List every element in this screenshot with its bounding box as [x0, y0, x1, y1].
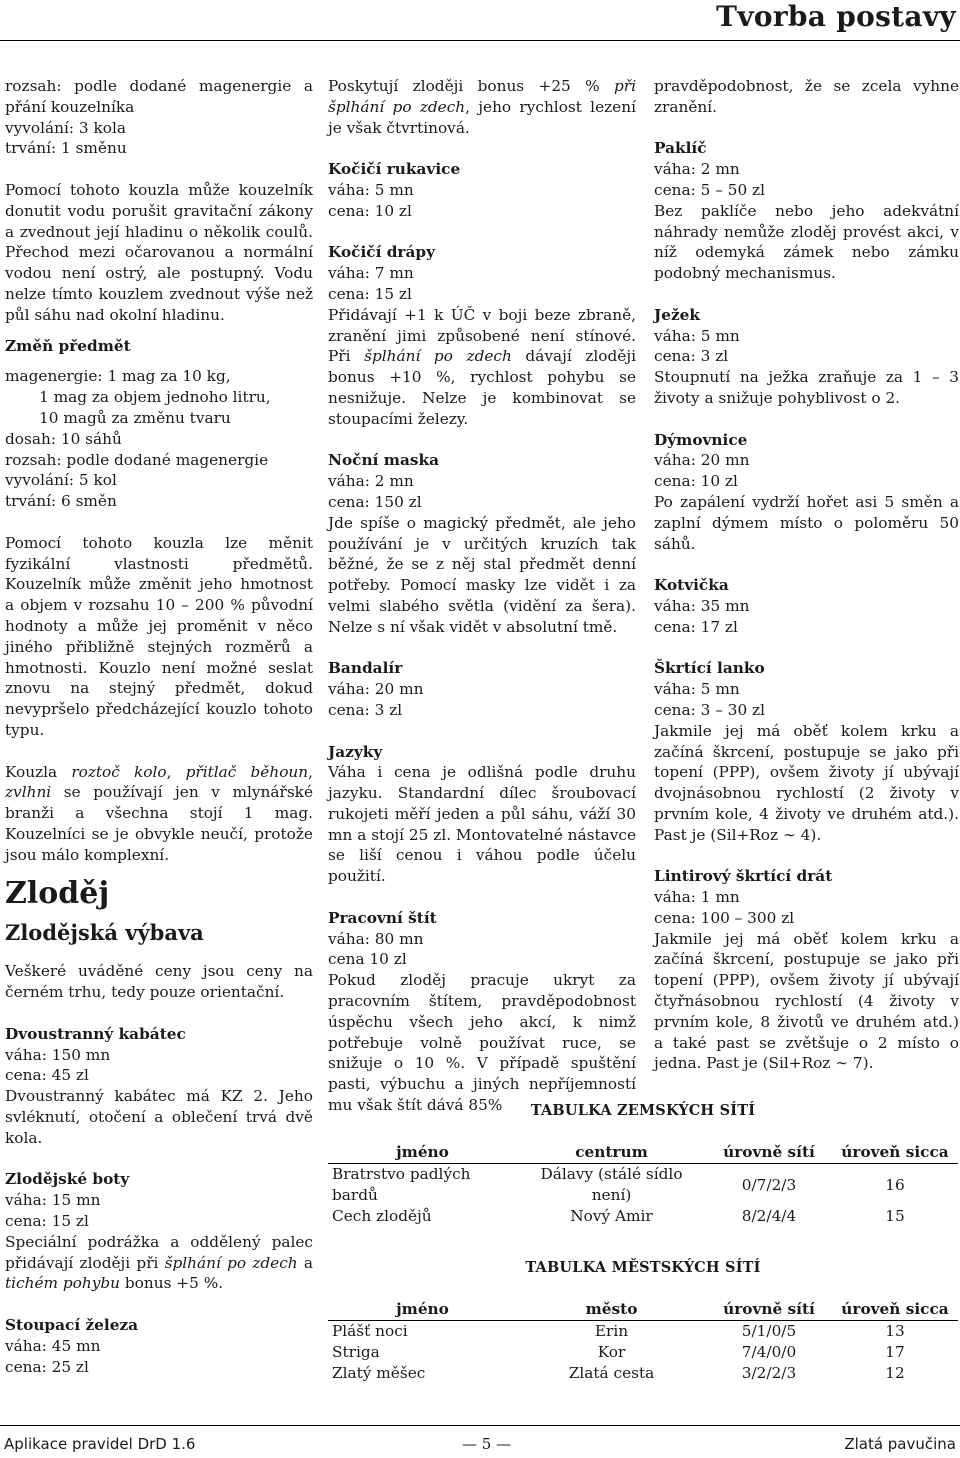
item-price: cena: 3 – 30 zl: [654, 700, 765, 719]
column-header: úrovně sítí: [706, 1299, 832, 1321]
land-networks-table: [328, 1142, 958, 1227]
footer-book-title: Aplikace pravidel DrD 1.6: [4, 1435, 196, 1453]
item-weight: váha: 80 mn: [328, 929, 424, 948]
item-name: Lintirový škrtící drát: [654, 867, 833, 886]
item-description: Jakmile jej má oběť kolem krku a začíná škrcení, postupuje se jako při topení (PPP), ovšem životy jí ubývají dvojnásobnou rychlostí (2 životy v prvním kole, 4 životy ve druhém atd.). Past je (Sil+Roz ∼ 4).: [654, 721, 959, 844]
item-price: cena: 25 zl: [5, 1357, 89, 1376]
item-price: cena: 15 zl: [5, 1212, 89, 1231]
table-cell: Cech zlodějů: [332, 1207, 432, 1225]
table-row: [328, 1342, 958, 1363]
table-cell: 3/2/2/3: [741, 1364, 797, 1382]
item-price: cena: 3 zl: [654, 347, 729, 366]
table-cell: Nový Amir: [570, 1207, 653, 1225]
item-weight: váha: 5 mn: [654, 326, 740, 345]
section-heading: Zloděj: [5, 876, 110, 912]
page-header-title: Tvorba postavy: [716, 0, 956, 33]
table-cell: 5/1/0/5: [741, 1322, 797, 1340]
item-weight: váha: 5 mn: [328, 180, 414, 199]
item-weight: váha: 15 mn: [5, 1191, 101, 1210]
item-price: cena: 5 – 50 zl: [654, 180, 765, 199]
page-footer: [0, 1425, 960, 1458]
item-name: Bandalír: [328, 659, 403, 678]
city-networks-table: [328, 1299, 958, 1384]
table-cell: Erin: [594, 1322, 629, 1340]
footer-rule: [0, 1425, 960, 1426]
spell-casting: vyvolání: 5 kol: [5, 471, 117, 490]
table-cell: 0/7/2/3: [741, 1175, 797, 1194]
item-description: Jakmile jej má oběť kolem krku a začíná škrcení, postupuje se jako při topení (PPP), ovšem životy jí ubývají čtyřnásobnou rychlostí (4 životy v prvním kole, 8 životů ve druhém atd.) a také past se zvětšuje o 2 místo o jedna. Past je (Sil+Roz ∼ 7).: [654, 929, 959, 1073]
spell-note: Kouzla roztoč kolo, přitlač běhoun, zvlhni se používají jen v mlynářské branži a všechna stojí 1 mag. Kouzelníci se je obvykle neučí, protože jsou málo komplexní.: [5, 762, 314, 864]
item-name: Dýmovnice: [654, 430, 748, 449]
table-cell: 17: [885, 1343, 905, 1361]
item-description: Přidávají +1 k ÚČ v boji beze zbraně, zranění jimi způsobené není stínové. Při šplhání po zdech dávají zloději bonus +10 %, rychlost pohybu se nesnižuje. Nelze je kombinovat se stoupacími železy.: [328, 305, 636, 428]
table-caption: TABULKA MĚSTSKÝCH SÍTÍ: [525, 1259, 761, 1276]
table-cell: Plášť noci: [332, 1322, 408, 1340]
column-header: centrum: [517, 1142, 706, 1164]
table-cell: Striga: [332, 1343, 380, 1361]
table-row: [328, 1164, 958, 1207]
item-description: Dvoustranný kabátec má KZ 2. Jeho svléknutí, otočení a oblečení trvá dvě kola.: [5, 1087, 313, 1147]
item-description: Bez paklíče nebo jeho adekvátní náhrady nemůže zloděj provést akci, v níž odemyká zámek nebo zámku podobný mechanismus.: [654, 201, 959, 283]
item-weight: váha: 150 mn: [5, 1045, 111, 1064]
column-header: úroveň sicca: [832, 1142, 958, 1164]
spell-duration: trvání: 1 směnu: [5, 139, 127, 158]
item-description: Stoupnutí na ježka zraňuje za 1 – 3 životy a snižuje pohyblivost o 2.: [654, 368, 959, 407]
item-name: Zlodějské boty: [5, 1170, 130, 1189]
spell-reach: dosah: 10 sáhů: [5, 429, 122, 448]
item-description: Pokud zloděj pracuje ukryt za pracovním štítem, pravděpodobnost úspěchu všech jeho akcí, k nimž potřebuje volně používat ruce, se snižuje o 10 %. V případě spuštění pasti, výbuchu a jiných nepříjemností mu však štít dává 85%: [328, 971, 636, 1115]
item-name: Ježek: [654, 305, 700, 324]
subsection-heading: Zlodějská výbava: [5, 920, 204, 946]
column-3: [654, 76, 959, 1074]
table-row: [328, 1363, 958, 1384]
item-name: Stoupací železa: [5, 1316, 139, 1335]
spell-duration: trvání: 6 směn: [5, 492, 117, 511]
item-price: cena: 15 zl: [328, 284, 412, 303]
table-cell: 12: [885, 1364, 905, 1382]
item-price: cena 10 zl: [328, 950, 407, 969]
table-header-row: [328, 1142, 958, 1164]
item-price: cena: 3 zl: [328, 700, 403, 719]
item-description: Poskytují zloději bonus +25 % při šplhání po zdech, jeho rychlost lezení je však čtvrtinová.: [328, 77, 636, 137]
item-price: cena: 150 zl: [328, 492, 422, 511]
column-header: jméno: [328, 1299, 517, 1321]
item-name: Pracovní štít: [328, 908, 437, 927]
item-weight: váha: 35 mn: [654, 596, 750, 615]
item-name: Dvoustranný kabátec: [5, 1024, 186, 1043]
spell-casting: vyvolání: 3 kola: [5, 118, 126, 137]
table-cell: 15: [885, 1207, 905, 1225]
spell-magenergy-line3: 10 magů za změnu tvaru: [39, 408, 231, 427]
item-name: Kočičí drápy: [328, 243, 435, 262]
page-header: [0, 0, 960, 40]
spell-description: Pomocí tohoto kouzla lze měnit fyzikální vlastnosti předmětů. Kouzelník může změnit jeho hmotnost a objem v rozsahu 10 – 200 % původní hodnoty a může jej proměnit v něco jiného přibližně stejných rozměrů a hmotnosti. Kouzlo není možné seslat znovu na stejný předmět, dokud nevypršelo předcházející kouzlo tohoto typu.: [5, 533, 313, 739]
header-rule: [0, 40, 960, 41]
item-weight: váha: 20 mn: [654, 451, 750, 470]
spell-magenergy: magenergie: 1 mag za 10 kg,: [5, 367, 231, 386]
item-price: cena: 45 zl: [5, 1066, 89, 1085]
table-cell: Zlatá cesta: [568, 1364, 655, 1382]
item-price: cena: 10 zl: [654, 472, 738, 491]
table-cell: Dálavy (stálé sídlo není): [540, 1165, 683, 1204]
column-1: [5, 76, 313, 1377]
table-row: [328, 1206, 958, 1227]
item-description: Speciální podrážka a oddělený palec přidávají zloději při šplhání po zdech a tichém pohybu bonus +5 %.: [5, 1232, 314, 1293]
spell-range: rozsah: podle dodané magenergie a přání kouzelníka: [5, 77, 313, 116]
table-caption: TABULKA ZEMSKÝCH SÍTÍ: [530, 1102, 756, 1119]
column-header: úrovně sítí: [706, 1142, 832, 1164]
item-name: Škrtící lanko: [654, 659, 765, 678]
item-price: cena: 100 – 300 zl: [654, 908, 795, 927]
spell-title: Změň předmět: [5, 336, 131, 355]
spell-magenergy-line2: 1 mag za objem jednoho litru,: [39, 388, 271, 407]
item-name: Kotvička: [654, 576, 729, 595]
table-header-row: [328, 1299, 958, 1321]
spell-range: rozsah: podle dodané magenergie: [5, 450, 269, 469]
table-cell: 7/4/0/0: [741, 1343, 797, 1361]
page-number: — 5 —: [462, 1435, 512, 1453]
item-price: cena: 17 zl: [654, 617, 738, 636]
item-weight: váha: 2 mn: [328, 472, 414, 491]
column-header: jméno: [328, 1142, 517, 1164]
item-description: Váha i cena je odlišná podle druhu jazyku. Standardní dílec šroubovací rukojeti měří jeden a půl sáhu, váží 30 mn a stojí 25 zl. Montovatelné nástavce se liší cenou i váhou podle účelu použití.: [328, 763, 636, 886]
item-price: cena: 10 zl: [328, 201, 412, 220]
item-description: pravděpodobnost, že se zcela vyhne zranění.: [654, 77, 959, 116]
item-description: Jde spíše o magický předmět, ale jeho používání je v určitých kruzích tak běžné, že se z něj stal předmět denní potřeby. Pomocí masky lze vidět i za velmi slabého světla (vidění za šera). Nelze s ní však vidět v absolutní tmě.: [328, 513, 636, 636]
table-cell: 13: [885, 1322, 905, 1340]
item-weight: váha: 1 mn: [654, 888, 740, 907]
table-cell: 8/2/4/4: [741, 1207, 797, 1225]
table-cell: Bratrstvo padlých bardů: [332, 1165, 471, 1204]
item-weight: váha: 5 mn: [654, 680, 740, 699]
item-description: Po zapálení vydrží hořet asi 5 směn a zaplní dýmem místo o poloměru 50 sáhů.: [654, 492, 959, 553]
item-name: Jazyky: [328, 742, 383, 761]
table-cell: Kor: [597, 1343, 626, 1361]
spell-description: Pomocí tohoto kouzla může kouzelník donutit vodu porušit gravitační zákony a zvednout její hladinu o několik coulů. Přechod mezi očarovanou a normální vodou není ostrý, ale postupný. Vodu nelze tímto kouzlem zvednout výše než půl sáhu nad okolní hladinu.: [5, 180, 313, 324]
item-weight: váha: 2 mn: [654, 160, 740, 179]
table-row: [328, 1321, 958, 1343]
footer-chapter: Zlatá pavučina: [844, 1435, 956, 1453]
table-cell: Zlatý měšec: [332, 1364, 426, 1382]
column-header: úroveň sicca: [832, 1299, 958, 1321]
item-name: Noční maska: [328, 451, 439, 470]
item-weight: váha: 45 mn: [5, 1336, 101, 1355]
network-tables: [328, 1100, 958, 1384]
table-cell: 16: [885, 1175, 905, 1194]
column-header: město: [517, 1299, 706, 1321]
prices-note: Veškeré uváděné ceny jsou ceny na černém trhu, tedy pouze orientační.: [5, 962, 313, 1002]
item-weight: váha: 7 mn: [328, 264, 414, 283]
column-2: [328, 76, 636, 1116]
item-name: Paklíč: [654, 139, 707, 158]
item-name: Kočičí rukavice: [328, 160, 461, 179]
item-weight: váha: 20 mn: [328, 680, 424, 699]
